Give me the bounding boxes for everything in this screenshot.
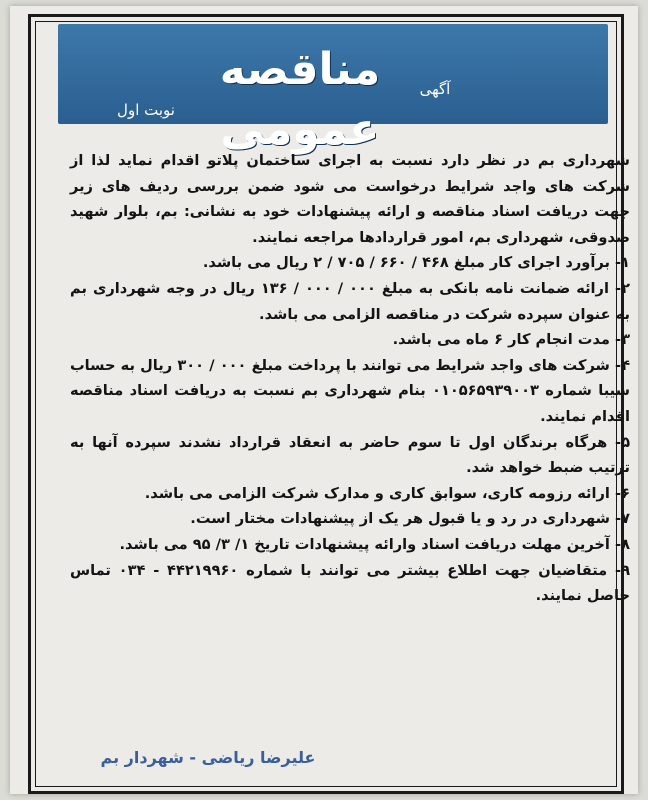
notice-body (70, 148, 630, 609)
notice-item: ۴- شرکت های واجد شرایط می توانند با پرداخت مبلغ ۰۰۰ / ۳۰۰ ریال به حساب سیبا شماره ۰۱۰۵۶۵۹۳۹۰۰۳ بنام شهرداری بم نسبت به دریافت اسناد مناقصه اقدام نمایند. (70, 356, 631, 425)
signature: علیرضا ریاضی - شهردار بم (100, 748, 316, 767)
notice-intro: شهرداری بم در نظر دارد نسبت به اجرای ساختمان پلاتو اقدام نماید لذا از شرکت های واجد شرایط درخواست می شود ضمن بررسی ردیف های زیر جهت دریافت اسناد مناقصه و ارائه پیشنهادات خود به نشانی: بم، بلوار شهید صدوقی، شهرداری بم، امور قراردادها مراجعه نمایند. (70, 152, 630, 246)
notice-item: ۳- مدت انجام کار ۶ ماه می باشد. (392, 331, 630, 349)
notice-item: ۱- برآورد اجرای کار مبلغ ۴۶۸ / ۶۶۰ / ۷۰۵ / ۲ ریال می باشد. (202, 254, 630, 272)
notice-item: ۸- آخرین مهلت دریافت اسناد وارائه پیشنهادات تاریخ ۱/ ۳/ ۹۵ می باشد. (119, 535, 630, 553)
notice-prefix: آگهی (419, 80, 451, 98)
notice-title: مناقصه عمومی (219, 44, 381, 155)
notice-item: ۶- ارائه رزومه کاری، سوابق کاری و مدارک شرکت الزامی می باشد. (144, 484, 630, 502)
notice-item: ۷- شهرداری در رد و یا قبول هر یک از پیشنهادات مختار است. (190, 510, 630, 528)
notice-round: نوبت اول (117, 101, 175, 119)
notice-item: ۹- متقاضیان جهت اطلاع بیشتر می توانند با شماره ۴۴۲۱۹۹۶۰ - ۰۳۴ تماس حاصل نمایند. (70, 561, 630, 605)
notice-item: ۲- ارائه ضمانت نامه بانکی به مبلغ ۰۰۰ / ۰۰۰ / ۱۳۶ ریال در وجه شهرداری بم به عنوان سپرده شرکت در مناقصه الزامی می باشد. (70, 279, 630, 323)
notice-item: ۵- هرگاه برندگان اول تا سوم حاضر به انعقاد قرارداد نشدند سپرده آنها به ترتیب ضبط خواهد شد. (70, 433, 630, 477)
